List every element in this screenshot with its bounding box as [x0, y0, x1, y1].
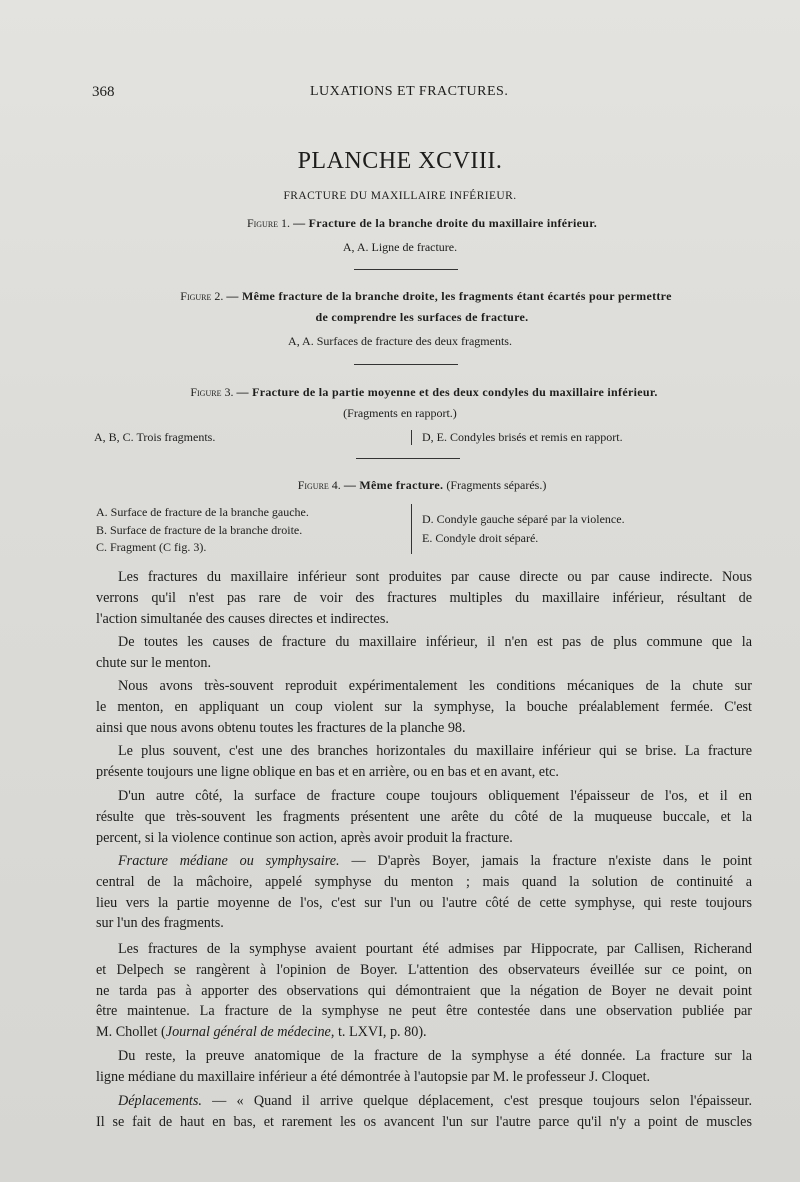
section-heading-fracture-mediane: Fracture médiane ou symphysaire. — [118, 853, 340, 869]
legend-item-e: E. Condyle droit séparé. — [422, 531, 539, 545]
text-line: Nous avons très-souvent reproduit expérimentalement les conditions mécaniques de la chute sur — [118, 678, 752, 694]
paragraph-6 — [96, 851, 752, 934]
paragraph-9 — [96, 1091, 752, 1133]
text-line: le menton, en appliquant un coup violent sur la symphyse, la bouche préalablement fermée. C'est — [96, 698, 752, 715]
text-line: Fracture médiane ou symphysaire. — D'après Boyer, jamais la fracture n'existe dans le point — [118, 853, 753, 869]
journal-title: Journal général de médecine — [165, 1024, 331, 1041]
figure-1-caption — [90, 216, 754, 231]
legend-item-a: A. Surface de fracture de la branche gauche. — [96, 505, 309, 519]
figure-4-legend-right — [422, 510, 625, 548]
figure-1-text: — Fracture de la branche droite du maxillaire inférieur. — [293, 216, 598, 230]
paragraph-1 — [96, 567, 752, 629]
figure-2-text-line2: de comprendre les surfaces de fracture. — [315, 310, 529, 324]
paragraph-2 — [96, 632, 752, 674]
figure-3-note: (Fragments en rapport.) — [343, 406, 457, 420]
text-line: De toutes les causes de fracture du maxillaire inférieur, il n'en est pas de plus commune que la — [118, 634, 752, 650]
column-separator — [411, 504, 412, 554]
page-number: 368 — [92, 84, 115, 100]
text-line: Du reste, la preuve anatomique de la fracture de la symphyse a été donnée. La fracture sur la — [118, 1048, 752, 1064]
plate-title: PLANCHE XCVIII. — [297, 148, 503, 174]
figure-2-caption — [96, 289, 756, 304]
legend-item-b: B. Surface de fracture de la branche droite. — [96, 522, 303, 537]
separator-rule — [354, 269, 458, 270]
figure-2-text-line1: — Même fracture de la branche droite, les fragments étant écartés pour permettre — [226, 289, 672, 303]
text-line: percent, si la violence continue son action, après avoir produit la fracture. — [96, 829, 513, 846]
text-line: ainsi que nous avons obtenu toutes les fractures de la planche 98. — [96, 719, 466, 736]
figure-4-legend-left — [96, 504, 309, 557]
separator-rule — [356, 458, 460, 459]
text-line: ne tarda pas à apporter des observations qui démontraient que la négation de Boyer ne devait point — [96, 982, 752, 999]
legend-item-d: D. Condyle gauche séparé par la violence. — [422, 512, 625, 526]
text-line: et Delpech se rangèrent à l'opinion de Boyer. L'attention des observateurs éveillée sur ce point, on — [96, 961, 752, 978]
figure-1-label: Figure 1. — [246, 216, 291, 230]
text-line: Déplacements. — « Quand il arrive quelque déplacement, c'est presque toujours selon l'épaisseur. — [118, 1093, 752, 1109]
figure-1-legend: A, A. Ligne de fracture. — [342, 240, 458, 254]
paragraph-5 — [96, 786, 752, 848]
figure-2-caption-cont — [90, 310, 754, 325]
text-line: M. Chollet (Journal général de médecine, t. LXVI, p. 80). — [96, 1024, 427, 1041]
separator-rule — [354, 364, 458, 365]
text-line: Les fractures de la symphyse avaient pourtant été admises par Hippocrate, par Callisen, Richerand — [118, 941, 752, 957]
figure-3-label: Figure 3. — [190, 385, 234, 399]
figure-3-legend-left: A, B, C. Trois fragments. — [94, 430, 216, 444]
text-line: Les fractures du maxillaire inférieur sont produites par cause directe ou par cause indirecte. Nous — [118, 569, 752, 585]
paragraph-4 — [96, 741, 752, 783]
text-line: être maintenue. La fracture de la symphyse ne peut être contestée dans une observation publiée par — [96, 1003, 752, 1020]
text-line: Le plus souvent, c'est une des branches horizontales du maxillaire inférieur qui se brise. La fracture — [118, 743, 752, 759]
figure-3-legend-right: D, E. Condyles brisés et remis en rapport. — [422, 430, 623, 444]
text-line: chute sur le menton. — [96, 654, 212, 671]
figure-4-caption — [90, 478, 754, 493]
paragraph-3 — [96, 676, 752, 738]
running-head — [92, 84, 752, 106]
figure-3-caption — [92, 385, 756, 400]
text-line: présente toujours une ligne oblique en bas et en arrière, ou en bas et en avant, etc. — [96, 763, 559, 780]
legend-item-c: C. Fragment (C fig. 3). — [96, 540, 207, 554]
text-line: résulte que très-souvent les fragments présentent une arête du côté de la muqueuse buccale, et la — [96, 808, 752, 825]
paragraph-7 — [96, 939, 752, 1043]
text-line: ligne médiane du maxillaire inférieur a été démontrée à l'autopsie par M. le professeur J. Cloquet. — [96, 1068, 651, 1085]
text-line: lieu vers la partie moyenne de l'os, c'est sur l'un ou l'autre côté de cette symphyse, qui reste toujours — [96, 894, 752, 911]
figure-2-legend: A, A. Surfaces de fracture des deux fragments. — [288, 334, 512, 348]
figure-3-text: — Fracture de la partie moyenne et des deux condyles du maxillaire inférieur. — [236, 385, 658, 399]
plate-subtitle: FRACTURE DU MAXILLAIRE INFÉRIEUR. — [283, 190, 517, 202]
figure-4-text: — Même fracture. — [343, 478, 444, 492]
text-line: D'un autre côté, la surface de fracture coupe toujours obliquement l'épaisseur de l'os, et il en — [118, 788, 752, 804]
text-line: sur l'un des fragments. — [96, 915, 224, 932]
section-heading-deplacements: Déplacements. — [118, 1093, 202, 1109]
column-separator — [411, 430, 412, 445]
paragraph-8 — [96, 1046, 752, 1088]
text-line: l'action simultanée des causes directes et indirectes. — [96, 610, 389, 627]
text-line: Il se fait de haut en bas, et rarement les os avancent l'un sur l'autre parce qu'il n'y a point de muscles — [96, 1113, 752, 1130]
figure-2-label: Figure 2. — [180, 289, 224, 303]
figure-4-label: Figure 4. — [297, 478, 341, 492]
text-line: central de la mâchoire, appelé symphyse du menton ; mais quand la solution de continuité a — [96, 873, 752, 890]
text-line: verrons qu'il n'est pas rare de voir des fractures multiples du maxillaire inférieur, résultant de — [96, 589, 752, 606]
running-title: LUXATIONS ET FRACTURES. — [310, 84, 509, 99]
figure-4-note: (Fragments séparés.) — [446, 478, 547, 492]
